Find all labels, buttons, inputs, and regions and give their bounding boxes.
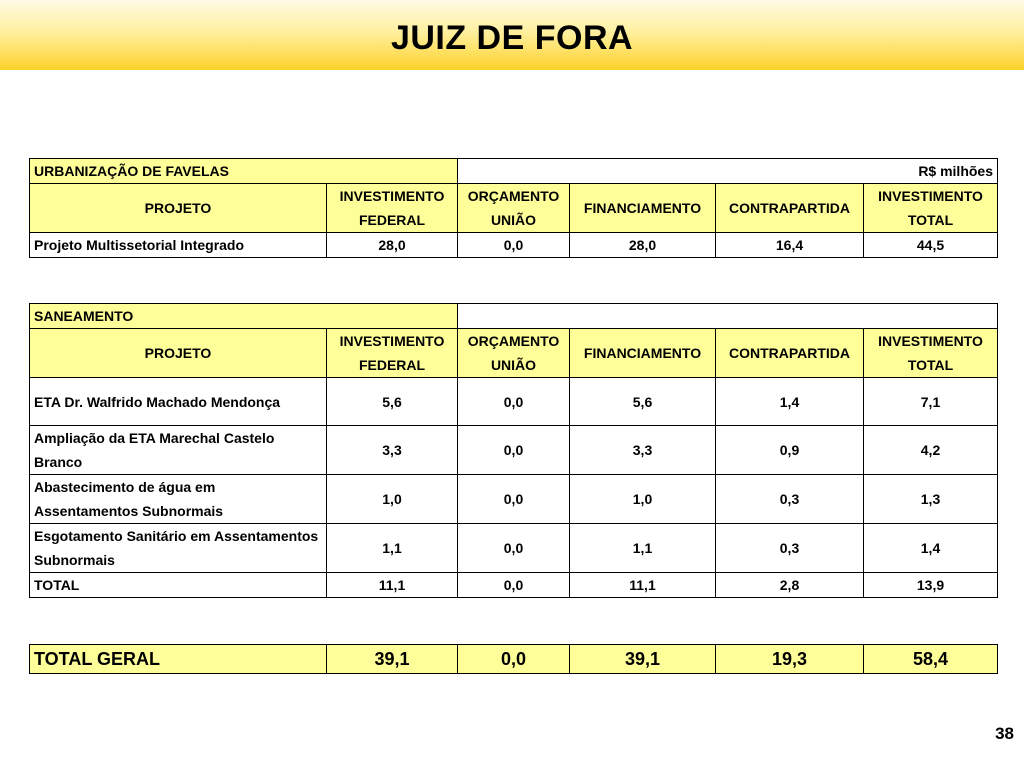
header-contrapartida: CONTRAPARTIDA	[716, 184, 864, 233]
financiamento-value: 5,6	[570, 378, 716, 426]
financiamento-value: 1,1	[570, 524, 716, 573]
category-row	[30, 159, 998, 184]
investimento-total-value: 58,4	[864, 645, 998, 674]
page-number: 38	[995, 724, 1014, 743]
orcamento-uniao-value: 0,0	[458, 378, 570, 426]
investimento-total-value: 1,3	[864, 475, 998, 524]
financiamento-value: 1,0	[570, 475, 716, 524]
total-label: TOTAL	[30, 573, 327, 598]
contrapartida-value: 0,9	[716, 426, 864, 475]
table-row	[30, 475, 998, 524]
investimento-federal-value: 28,0	[327, 233, 458, 258]
financiamento-value: 3,3	[570, 426, 716, 475]
header-contrapartida: CONTRAPARTIDA	[716, 329, 864, 378]
project-name: ETA Dr. Walfrido Machado Mendonça	[30, 378, 327, 426]
investimento-total-value: 4,2	[864, 426, 998, 475]
investimento-total-value: 44,5	[864, 233, 998, 258]
header-financiamento: FINANCIAMENTO	[570, 184, 716, 233]
total-row	[30, 573, 998, 598]
page-title: JUIZ DE FORA	[390, 19, 634, 57]
header-line: ORÇAMENTO	[467, 333, 560, 349]
header-line: FEDERAL	[358, 357, 426, 373]
orcamento-uniao-value: 0,0	[458, 475, 570, 524]
investimento-total-value: 13,9	[864, 573, 998, 598]
header-line: INVESTIMENTO	[878, 188, 983, 204]
investimento-total-value: 7,1	[864, 378, 998, 426]
header-projeto: PROJETO	[30, 329, 327, 378]
investimento-federal-value: 1,0	[327, 475, 458, 524]
header-projeto: PROJETO	[30, 184, 327, 233]
investimento-federal-value: 3,3	[327, 426, 458, 475]
table-row	[30, 524, 998, 573]
orcamento-uniao-value: 0,0	[458, 426, 570, 475]
header-line: ORÇAMENTO	[467, 188, 560, 204]
contrapartida-value: 2,8	[716, 573, 864, 598]
category-label: SANEAMENTO	[30, 304, 458, 329]
orcamento-uniao-value: 0,0	[458, 645, 570, 674]
orcamento-uniao-value: 0,0	[458, 573, 570, 598]
header-orcamento-uniao	[458, 329, 570, 378]
category-row	[30, 304, 998, 329]
investimento-federal-value: 1,1	[327, 524, 458, 573]
header-line: TOTAL	[907, 357, 954, 373]
financiamento-value: 39,1	[570, 645, 716, 674]
header-row	[30, 184, 998, 233]
header-orcamento-uniao	[458, 184, 570, 233]
investimento-federal-value: 5,6	[327, 378, 458, 426]
project-name: Projeto Multissetorial Integrado	[30, 233, 327, 258]
header-investimento-federal	[327, 329, 458, 378]
contrapartida-value: 19,3	[716, 645, 864, 674]
contrapartida-value: 16,4	[716, 233, 864, 258]
contrapartida-value: 0,3	[716, 524, 864, 573]
contrapartida-value: 0,3	[716, 475, 864, 524]
header-investimento-total	[864, 329, 998, 378]
header-investimento-federal	[327, 184, 458, 233]
orcamento-uniao-value: 0,0	[458, 524, 570, 573]
header-line: UNIÃO	[490, 357, 537, 373]
header-line: FEDERAL	[358, 212, 426, 228]
table-row	[30, 378, 998, 426]
total-geral-row	[30, 645, 998, 674]
total-geral-table	[29, 644, 998, 674]
title-band	[0, 0, 1024, 70]
project-name: Ampliação da ETA Marechal Castelo Branco	[30, 426, 327, 475]
project-name: Abastecimento de água em Assentamentos Subnormais	[30, 475, 327, 524]
urbanizacao-table	[29, 158, 998, 258]
saneamento-table	[29, 303, 998, 598]
contrapartida-value: 1,4	[716, 378, 864, 426]
financiamento-value: 28,0	[570, 233, 716, 258]
financiamento-value: 11,1	[570, 573, 716, 598]
investimento-total-value: 1,4	[864, 524, 998, 573]
table-row	[30, 233, 998, 258]
header-line: UNIÃO	[490, 212, 537, 228]
table-row	[30, 426, 998, 475]
unit-note: R$ milhões	[458, 159, 998, 184]
empty-cell	[458, 304, 998, 329]
header-line: INVESTIMENTO	[339, 333, 445, 349]
header-financiamento: FINANCIAMENTO	[570, 329, 716, 378]
category-label: URBANIZAÇÃO DE FAVELAS	[30, 159, 458, 184]
header-investimento-total	[864, 184, 998, 233]
header-line: INVESTIMENTO	[339, 188, 445, 204]
total-geral-label: TOTAL GERAL	[30, 645, 327, 674]
project-name: Esgotamento Sanitário em Assentamentos Subnormais	[30, 524, 327, 573]
header-row	[30, 329, 998, 378]
investimento-federal-value: 11,1	[327, 573, 458, 598]
header-line: INVESTIMENTO	[878, 333, 983, 349]
header-line: TOTAL	[907, 212, 954, 228]
orcamento-uniao-value: 0,0	[458, 233, 570, 258]
investimento-federal-value: 39,1	[327, 645, 458, 674]
